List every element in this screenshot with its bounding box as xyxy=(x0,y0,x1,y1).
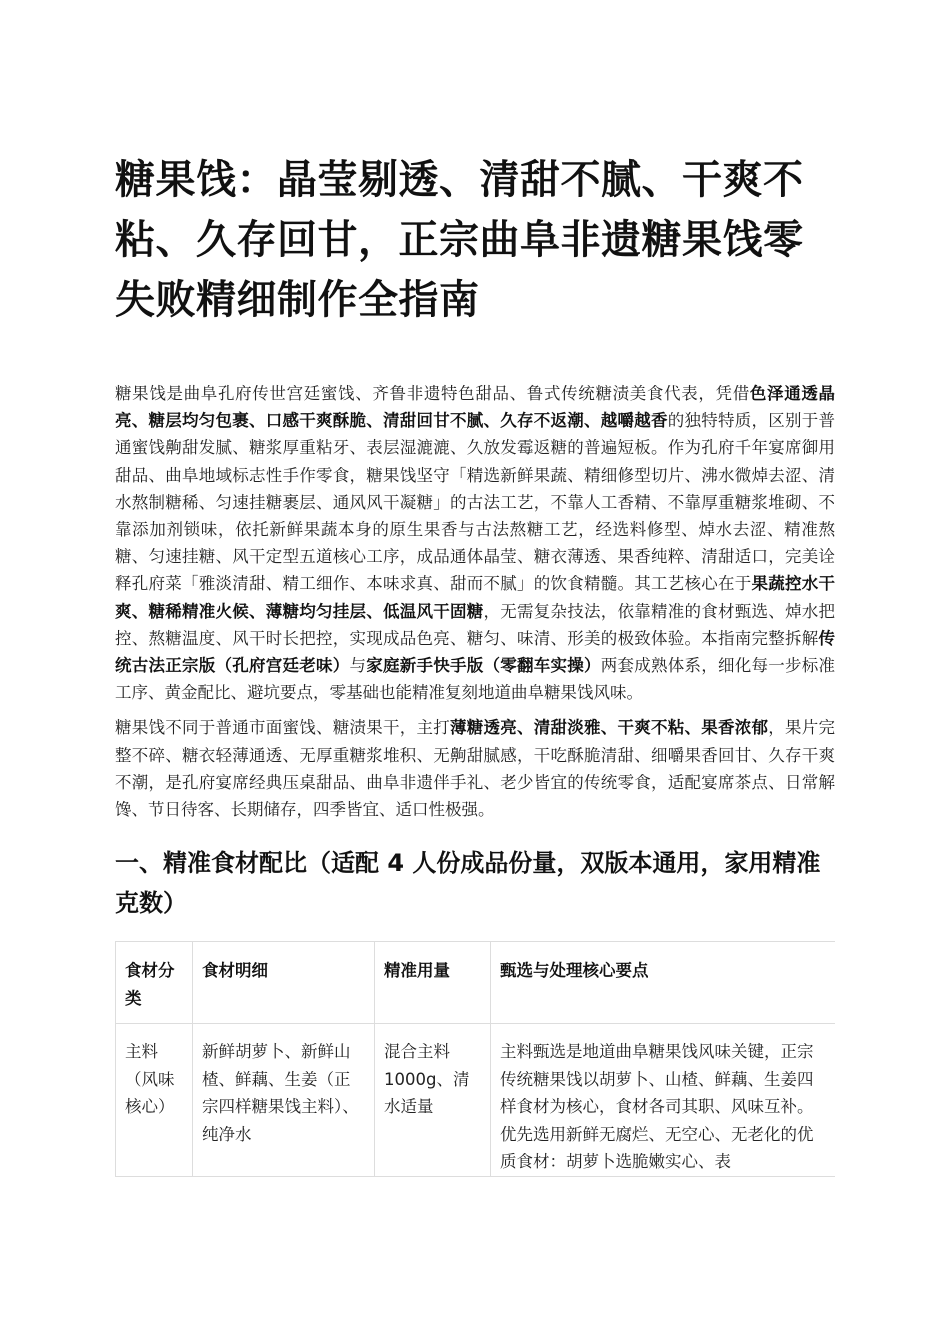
bold-text-segment: 家庭新手快手版（零翻车实操） xyxy=(366,656,601,676)
bold-text-segment: 果蔬控水干爽、糖稀精准火候、薄糖均匀挂层、低温风干固糖 xyxy=(115,574,835,621)
page-title: 糖果饯：晶莹剔透、清甜不腻、干爽不粘、久存回甘，正宗曲阜非遗糖果饯零失败精细制作全指南 xyxy=(115,157,804,323)
text-segment: ，无需复杂技法，依靠精准的食材甄选、焯水把控、熬糖温度、风干时长把控，实现成品色亮、糖匀、味清、形美的极致体验。本指南完整拆解 xyxy=(115,601,835,648)
text-segment: 的独特特质，区别于普通蜜饯齁甜发腻、糖浆厚重粘牙、表层湿漉漉、久放发霉返糖的普遍短板。作为孔府千年宴席御用甜品、曲阜地域标志性手作零食，糖果饯坚守「精选新鲜果蔬、精细修型切片、沸水微焯去涩、清水熬制糖稀、匀速挂糖裹层、通风风干凝糖」的古法工艺，不靠人工香精、不靠厚重糖浆堆砌、不靠添加剂锁味，依托新鲜果蔬本身的原生果香与古法熬糖工艺，经选料修型、焯水去涩、精准熬糖、匀速挂糖、风干定型五道核心工序，成品通体晶莹、糖衣薄透、果香纯粹、清甜适口，完美诠释孔府菜「雅淡清甜、精工细作、本味求真、甜而不腻」的饮食精髓。其工艺核心在于 xyxy=(115,411,835,594)
cell-category: 主料（风味核心） xyxy=(116,1024,193,1177)
ingredients-table-wrapper xyxy=(115,941,835,1177)
bold-text-segment: 色泽通透晶亮、糖层均匀包裹、口感干爽酥脆、清甜回甘不腻、久存不返潮、越嚼越香 xyxy=(115,384,836,431)
bold-text-segment: 传统古法正宗版（孔府宫廷老味） xyxy=(115,628,835,676)
text-segment: ，果片完整不碎、糖衣轻薄通透、无厚重糖浆堆积、无齁甜腻感，干吃酥脆清甜、细嚼果香回甘、久存干爽不潮，是孔府宴席经典压桌甜品、曲阜非遗伴手礼、老少皆宜的传统零食，适配宴席茶点、日常解馋、节日待客、长期储存，四季皆宜、适口性极强。 xyxy=(115,718,835,820)
table-header-row xyxy=(116,942,836,1024)
header-notes: 甄选与处理核心要点 xyxy=(491,942,836,1024)
text-segment: 糖果饯不同于普通市面蜜饯、糖渍果干，主打 xyxy=(115,718,450,738)
header-amount: 精准用量 xyxy=(375,942,491,1024)
intro-paragraph xyxy=(115,380,835,706)
section-heading-ingredients: 一、精准食材配比（适配 4 人份成品份量，双版本通用，家用精准克数） xyxy=(115,849,821,918)
cell-items: 新鲜胡萝卜、新鲜山楂、鲜藕、生姜（正宗四样糖果饯主料）、纯净水 xyxy=(193,1024,375,1177)
text-segment: 与 xyxy=(349,656,367,676)
text-segment: 糖果饯是曲阜孔府传世宫廷蜜饯、齐鲁非遗特色甜品、鲁式传统糖渍美食代表，凭借 xyxy=(115,384,750,403)
cell-amount: 混合主料 1000g、清水适量 xyxy=(375,1024,491,1177)
cell-notes: 主料甄选是地道曲阜糖果饯风味关键，正宗传统糖果饯以胡萝卜、山楂、鲜藕、生姜四样食材为核心，食材各司其职、风味互补。优先选用新鲜无腐烂、无空心、无老化的优质食材：胡萝卜选脆嫩实心、表 xyxy=(491,1024,836,1177)
bold-text-segment: 薄糖透亮、清甜淡雅、干爽不粘、果香浓郁 xyxy=(450,718,769,738)
text-segment: 两套成熟体系，细化每一步标准工序、黄金配比、避坑要点，零基础也能精准复刻地道曲阜糖果饯风味。 xyxy=(115,656,835,703)
header-items: 食材明细 xyxy=(193,942,375,1024)
features-paragraph xyxy=(115,714,835,823)
document-content xyxy=(115,150,835,1177)
ingredients-table xyxy=(115,941,835,1177)
header-category: 食材分类 xyxy=(116,942,193,1024)
table-row xyxy=(116,1024,836,1177)
